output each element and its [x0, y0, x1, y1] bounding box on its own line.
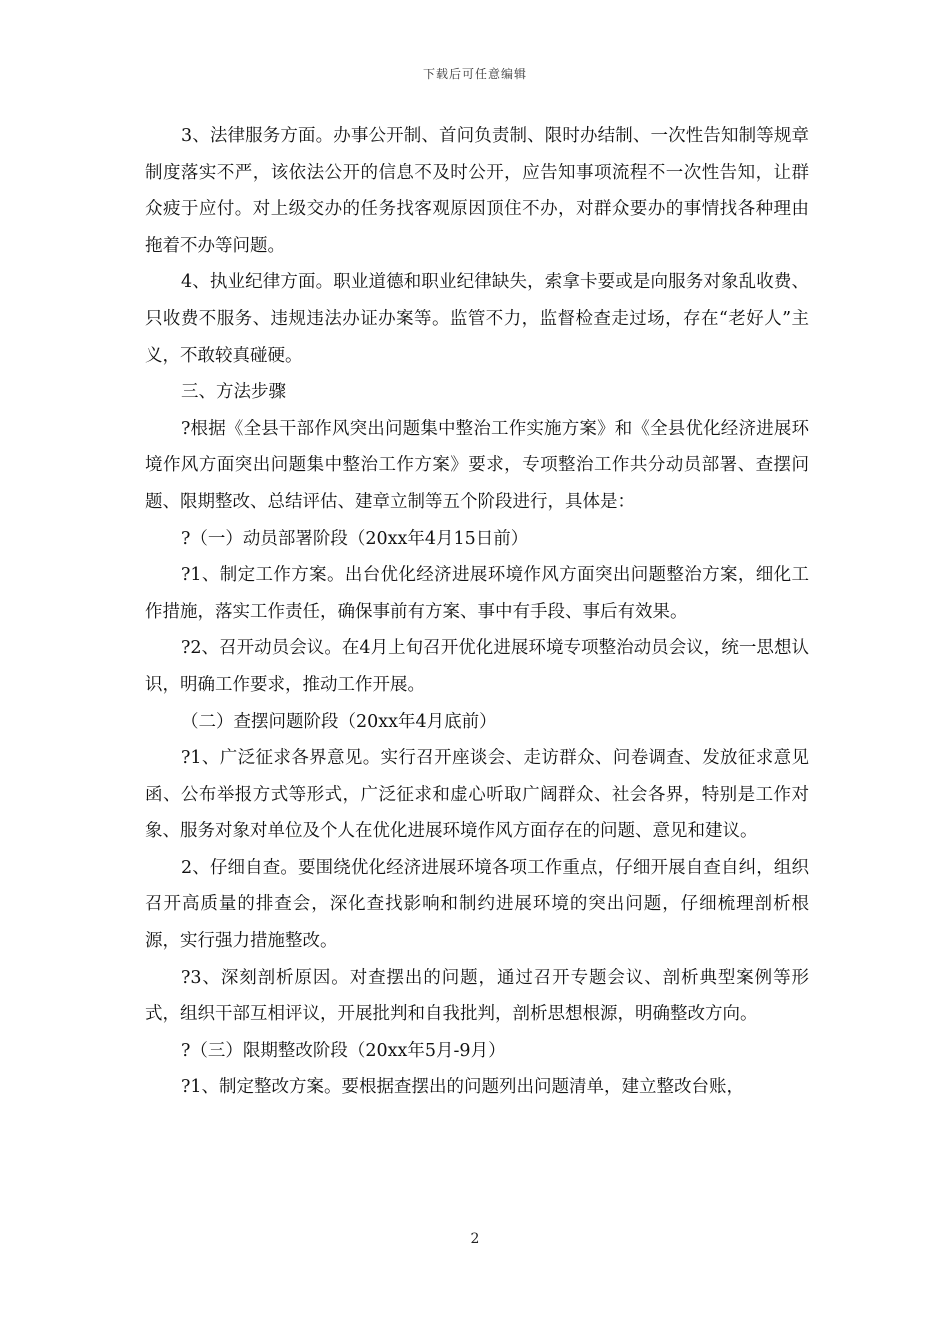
paragraph-practice-discipline: 4、执业纪律方面。职业道德和职业纪律缺失，索拿卡要或是向服务对象乱收费、只收费不服务、违规违法办证办案等。监管不力，监督检查走过场，存在“老好人”主义，不敢较真碰硬。 — [145, 272, 809, 366]
paragraph-work-plan: ?1、制定工作方案。出台优化经济进展环境作风方面突出问题整治方案，细化工作措施，落实工作责任，确保事前有方案、事中有手段、事后有效果。 — [145, 565, 809, 622]
paragraph-legal-service: 3、法律服务方面。办事公开制、首问负责制、限时办结制、一次性告知制等规章制度落实不严，该依法公开的信息不及时公开，应告知事项流程不一次性告知，让群众疲于应付。对上级交办的任务找客观原因顶住不办，对群众要办的事情找各种理由拖着不办等问题。 — [145, 126, 809, 256]
paragraph-self-inspection: 2、仔细自查。要围绕优化经济进展环境各项工作重点，仔细开展自查自纠，组织召开高质量的排查会，深化查找影响和制约进展环境的突出问题，仔细梳理剖析根源，实行强力措施整改。 — [145, 857, 809, 952]
paragraph-solicit-opinions: ?1、广泛征求各界意见。实行召开座谈会、走访群众、问卷调查、发放征求意见函、公布举报方式等形式，广泛征求和虚心听取广阔群众、社会各界，特别是工作对象、服务对象对单位及个人在优化进展环境作风方面存在的问题、意见和建议。 — [145, 748, 809, 842]
paragraph-mobilization-meeting: ?2、召开动员会议。在4月上旬召开优化进展环境专项整治动员会议，统一思想认识，明确工作要求，推动工作开展。 — [145, 638, 809, 695]
subheading-problem-finding-stage: （二）查摆问题阶段（20xx年4月底前） — [181, 711, 497, 732]
subheading-mobilization-stage: ?（一）动员部署阶段（20xx年4月15日前） — [181, 528, 529, 549]
subheading-rectification-stage: ?（三）限期整改阶段（20xx年5月-9月） — [181, 1040, 506, 1061]
page-header: 下载后可任意编辑 — [422, 67, 527, 81]
section-heading-methods: 三、方法步骤 — [181, 382, 286, 403]
document-body — [145, 118, 809, 1106]
paragraph-methods-intro: ?根据《全县干部作风突出问题集中整治工作实施方案》和《全县优化经济进展环境作风方面突出问题集中整治工作方案》要求，专项整治工作共分动员部署、查摆问题、限期整改、总结评估、建章立制等五个阶段进行，具体是： — [145, 418, 809, 512]
paragraph-analyze-causes: ?3、深刻剖析原因。对查摆出的问题，通过召开专题会议、剖析典型案例等形式，组织干部互相评议，开展批判和自我批判，剖析思想根源，明确整改方向。 — [145, 967, 809, 1025]
page-number: 2 — [470, 1231, 480, 1247]
paragraph-rectification-plan: ?1、制定整改方案。要根据查摆出的问题列出问题清单，建立整改台账， — [181, 1077, 745, 1098]
